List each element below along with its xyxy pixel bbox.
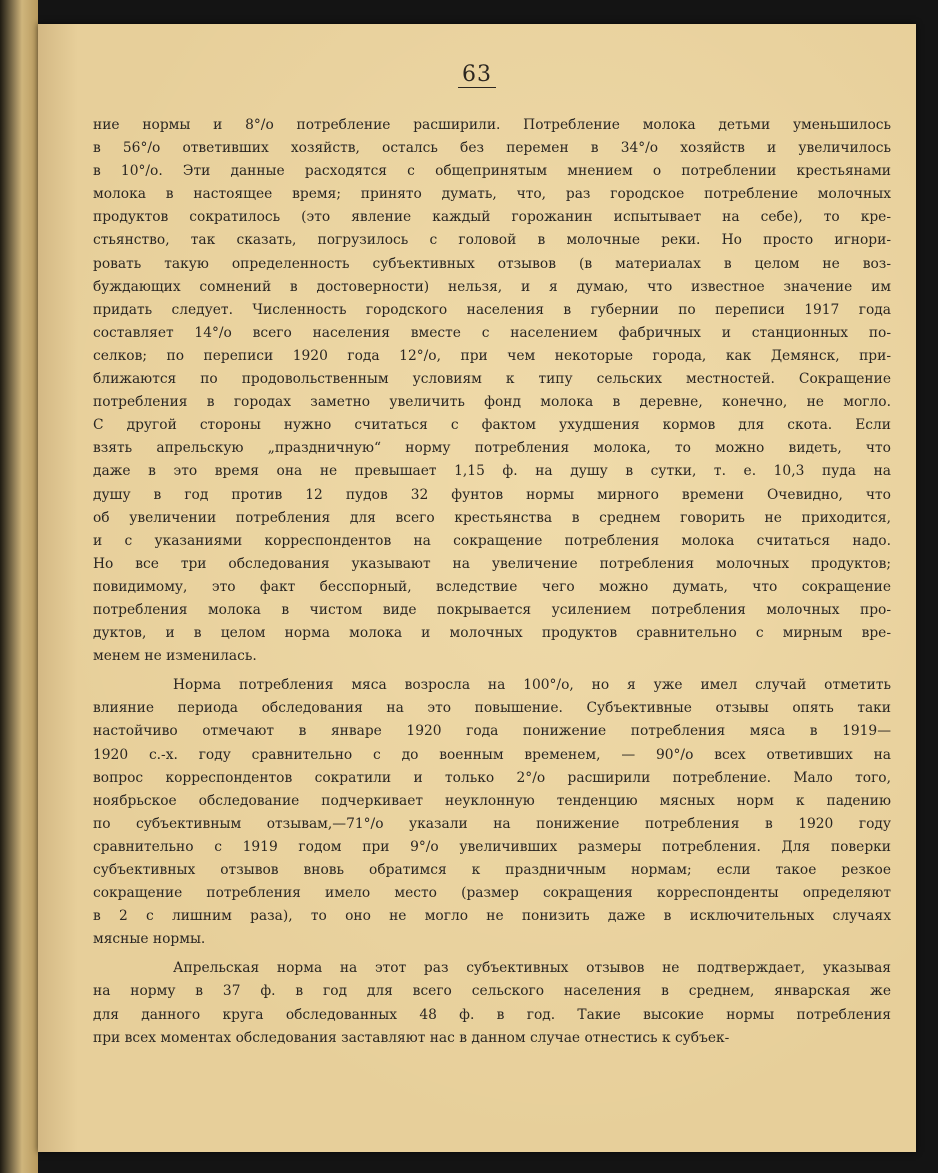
text-line: субъективных отзывов вновь обратимся к праздничным нормам; если такое резкое xyxy=(93,862,891,878)
text-line: и с указаниями корреспондентов на сокращение потребления молока считаться надо. xyxy=(93,532,891,549)
book-spine-edge xyxy=(0,0,38,1173)
text-line: влияние периода обследования на это повышение. Субъективные отзывы опять таки xyxy=(93,700,891,717)
text-line: взять апрельскую „праздничную“ норму потребления молока, то можно видеть, что xyxy=(93,440,891,457)
text-line: при всех моментах обследования заставляют нас в данном случае отнестись к субъек- xyxy=(93,1029,730,1046)
text-line: селков; по переписи 1920 года 12°/о, при чем некоторые города, как Демянск, при- xyxy=(93,347,891,364)
text-line: потребления молока в чистом виде покрывается усилением потребления молочных про- xyxy=(93,601,891,618)
text-line: в 2 с лишним раза), то оно не могло не понизить даже в исключительных случаях xyxy=(93,908,891,925)
text-line: Норма потребления мяса возросла на 100°/о, но я уже имел случай отметить xyxy=(173,677,891,694)
text-line: Апрельская норма на этот раз субъективных отзывов не подтверждает, указывая xyxy=(173,960,891,977)
text-line: мясные нормы. xyxy=(93,931,206,948)
text-line: по субъективным отзывам,—71°/о указали на понижение потребления в 1920 году xyxy=(93,815,891,832)
text-line: настойчиво отмечают в январе 1920 года понижение потребления мяса в 1919— xyxy=(93,723,891,740)
text-line: Но все три обследования указывают на увеличение потребления молочных продуктов; xyxy=(93,555,891,572)
text-line: менем не изменилась. xyxy=(93,648,257,665)
text-line: буждающих сомнений в достоверности) нельзя, и я думаю, что известное значение им xyxy=(93,278,891,295)
text-line: придать следует. Численность городского населения в губернии по переписи 1917 года xyxy=(93,301,891,318)
text-line: даже в это время она не превышает 1,15 ф. на душу в сутки, т. е. 10,3 пуда на xyxy=(93,463,891,480)
text-line: ближаются по продовольственным условиям к типу сельских местностей. Сокращение xyxy=(93,371,891,388)
paragraph xyxy=(93,674,891,951)
text-line: ние нормы и 8°/о потребление расширили. Потребление молока детьми уменьшилось xyxy=(93,117,891,133)
paragraph xyxy=(93,957,891,1049)
paragraph xyxy=(93,114,891,668)
text-line: об увеличении потребления для всего крестьянства в среднем говорить не приходится, xyxy=(93,509,891,526)
text-line: дуктов, и в целом норма молока и молочных продуктов сравнительно с мирным вре- xyxy=(93,625,891,642)
text-line: потребления в городах заметно увеличить фонд молока в деревне, конечно, не могло. xyxy=(93,394,891,411)
text-line: сравнительно с 1919 годом при 9°/о увеличивших размеры потребления. Для поверки xyxy=(93,838,891,855)
text-line: на норму в 37 ф. в год для всего сельского населения в среднем, январская же xyxy=(93,983,891,1000)
text-line: вопрос корреспондентов сократили и только 2°/о расширили потребление. Мало того, xyxy=(93,769,891,786)
text-line: ровать такую определенность субъективных отзывов (в материалах в целом не воз- xyxy=(93,255,891,272)
text-line: продуктов сократилось (это явление каждый горожанин испытывает на себе), то кре- xyxy=(93,209,891,226)
text-line: в 56°/о ответивших хозяйств, осталсь без перемен в 34°/о хозяйств и увеличилось xyxy=(93,140,891,157)
text-line: С другой стороны нужно считаться с фактом ухудшения кормов для скота. Если xyxy=(93,417,891,434)
text-line: душу в год против 12 пудов 32 фунтов нормы мирного времени Очевидно, что xyxy=(93,486,891,503)
text-line: сокращение потребления имело место (размер сокращения корреспонденты определяют xyxy=(93,885,891,902)
text-line: молока в настоящее время; принято думать, что, раз городское потребление молочных xyxy=(93,186,891,203)
text-line: ноябрьское обследование подчеркивает неуклонную тенденцию мясных норм к падению xyxy=(93,792,891,809)
text-line: для данного круга обследованных 48 ф. в год. Такие высокие нормы потребления xyxy=(93,1006,891,1023)
text-line: стьянство, так сказать, погрузилось с головой в молочные реки. Но просто игнори- xyxy=(93,232,891,249)
text-line: составляет 14°/о всего населения вместе с населением фабричных и станционных по- xyxy=(93,324,891,341)
text-line: повидимому, это факт бесспорный, вследствие чего можно думать, что сокращение xyxy=(93,578,891,595)
text-line: 1920 с.-х. году сравнительно с до военным временем, — 90°/о всех ответивших на xyxy=(93,746,891,763)
page-number: 63 xyxy=(38,62,916,87)
page-body-text xyxy=(93,114,891,1050)
text-line: в 10°/о. Эти данные расходятся с общепринятым мнением о потреблении крестьянами xyxy=(93,163,891,180)
